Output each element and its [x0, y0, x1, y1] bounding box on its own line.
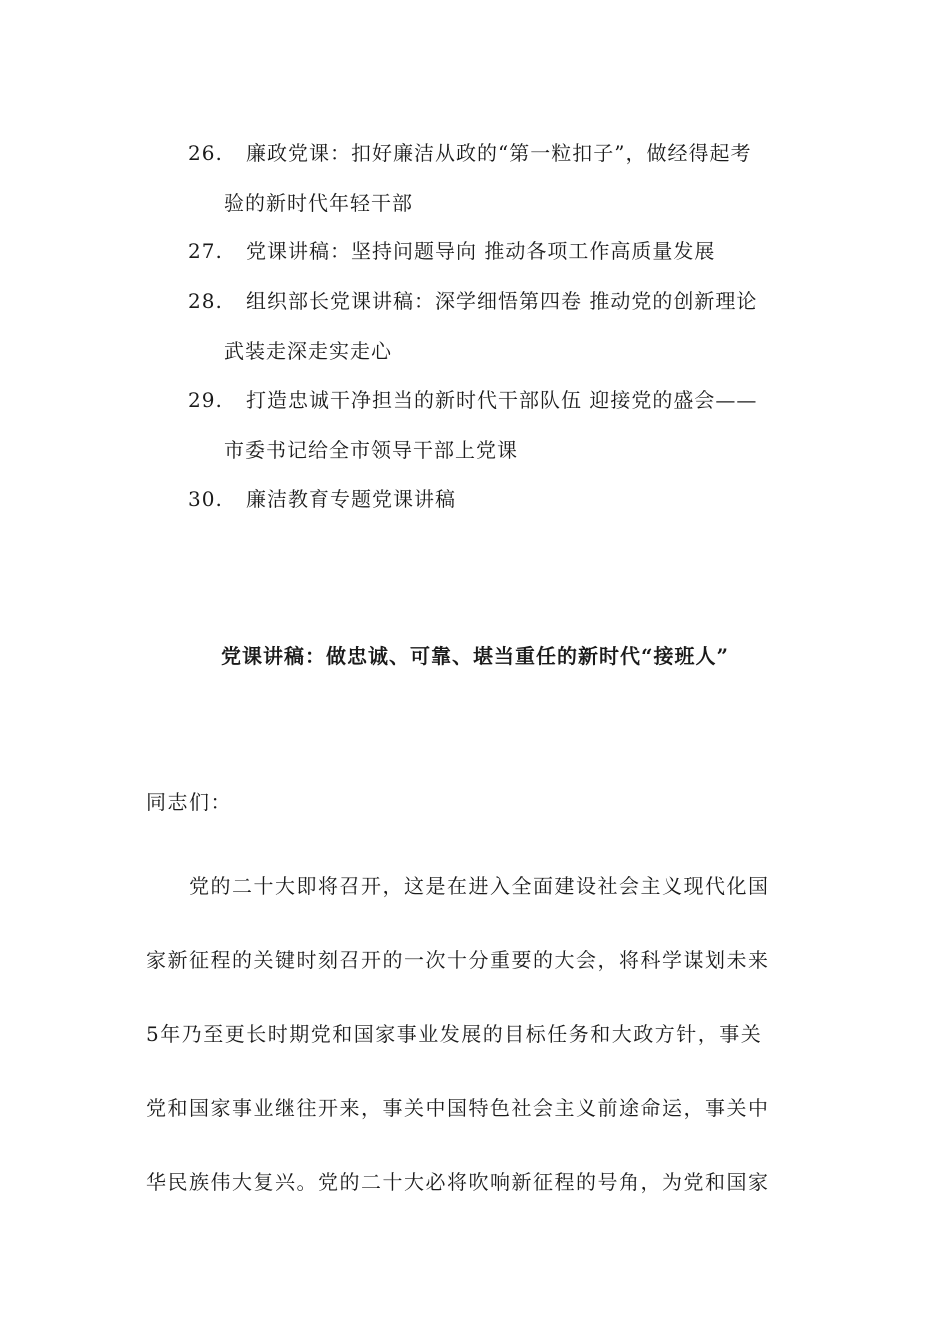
toc-title: 打造忠诚干净担当的新时代干部队伍 迎接党的盛会——	[246, 388, 758, 412]
article-title: 党课讲稿：做忠诚、可靠、堪当重任的新时代“接班人”	[220, 644, 729, 668]
toc-title: 党课讲稿：坚持问题导向 推动各项工作高质量发展	[246, 239, 716, 263]
toc-number: 26.	[188, 141, 223, 165]
toc-title: 组织部长党课讲稿：深学细悟第四卷 推动党的创新理论	[246, 289, 758, 313]
body-line: 5年乃至更长时期党和国家事业发展的目标任务和大政方针，事关	[146, 1022, 763, 1046]
body-line: 党的二十大即将召开，这是在进入全面建设社会主义现代化国	[146, 874, 770, 898]
toc-number: 27.	[188, 239, 223, 263]
toc-title: 廉洁教育专题党课讲稿	[246, 487, 456, 511]
body-line: 华民族伟大复兴。党的二十大必将吹响新征程的号角，为党和国家	[146, 1170, 770, 1194]
toc-title: 廉政党课：扣好廉洁从政的“第一粒扣子”，做经得起考	[246, 141, 752, 165]
body-line: 党和国家事业继往开来，事关中国特色社会主义前途命运，事关中	[146, 1096, 770, 1120]
toc-number: 28.	[188, 289, 223, 313]
toc-title-continued: 市委书记给全市领导干部上党课	[224, 438, 518, 462]
toc-number: 29.	[188, 388, 223, 412]
toc-title-continued: 武装走深走实走心	[224, 339, 392, 363]
toc-number: 30.	[188, 487, 223, 511]
salutation: 同志们：	[146, 790, 232, 814]
toc-title-continued: 验的新时代年轻干部	[224, 191, 413, 215]
body-line: 家新征程的关键时刻召开的一次十分重要的大会，将科学谋划未来	[146, 948, 770, 972]
